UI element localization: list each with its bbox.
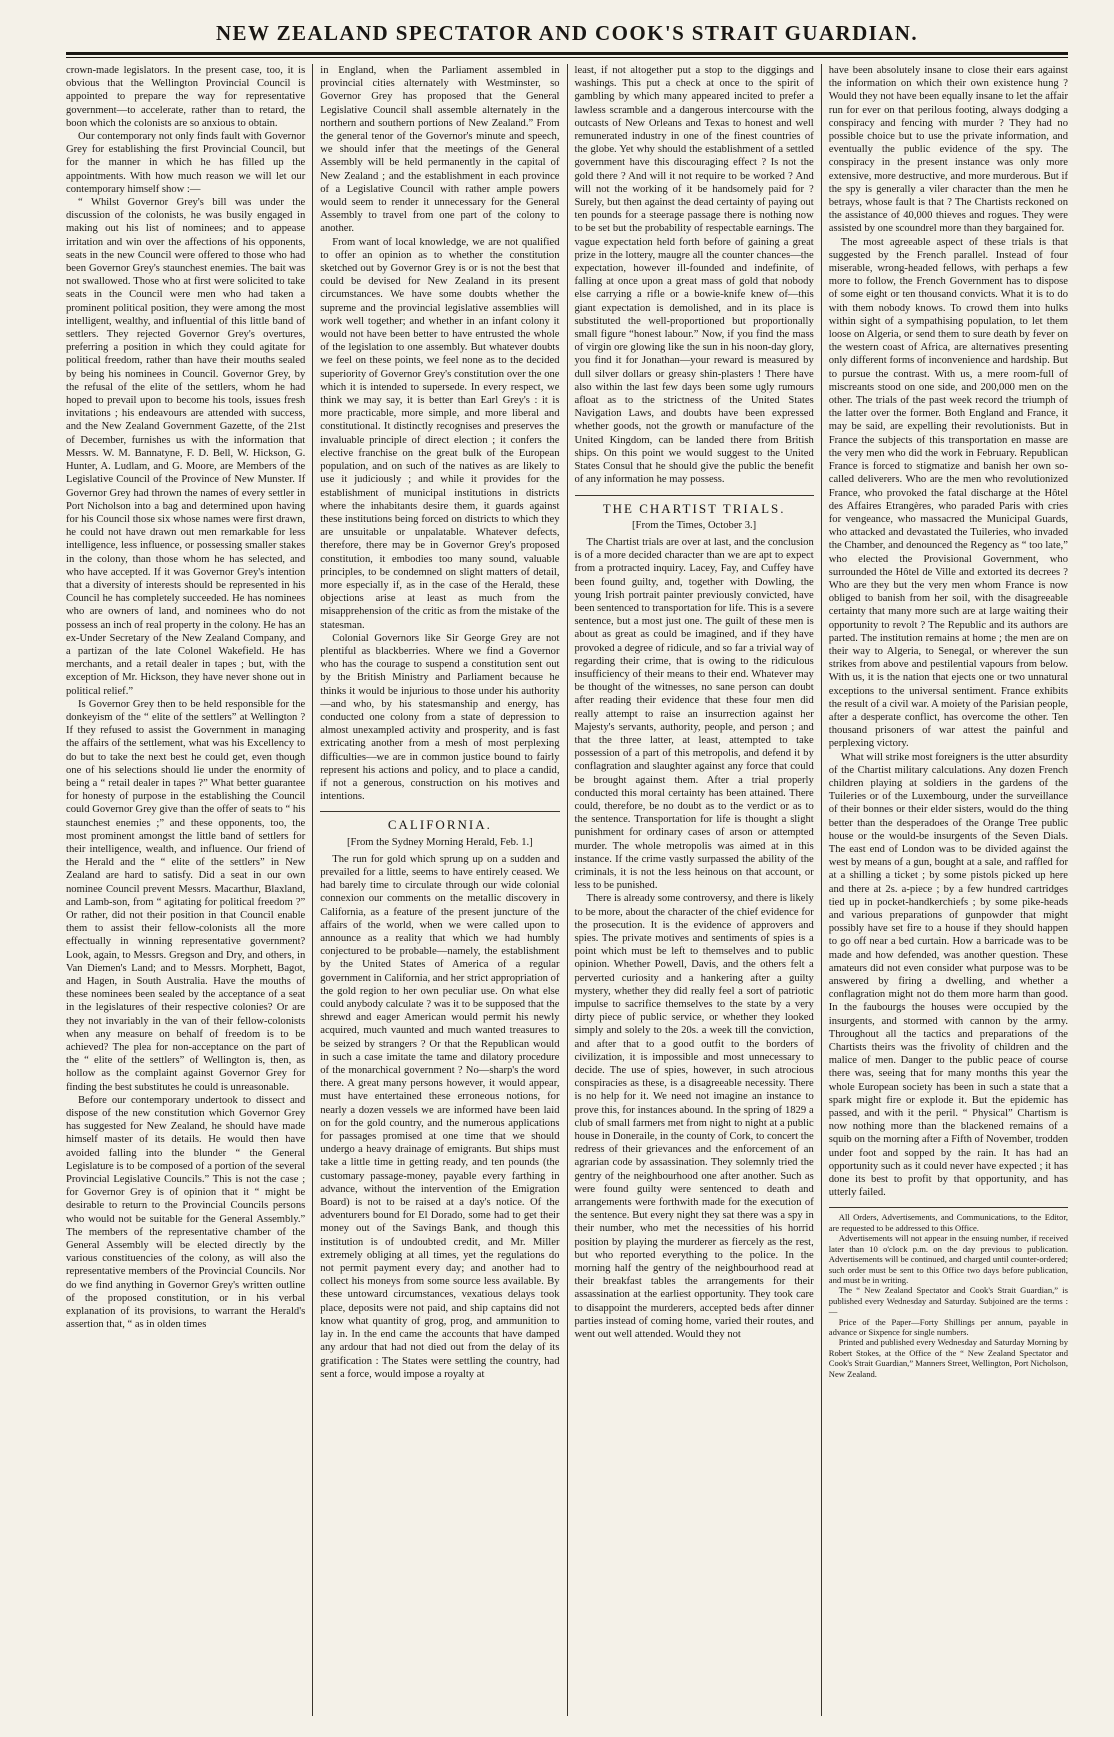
paragraph: crown-made legislators. In the present case, too, it is obvious that the Wellington Provincial Council is appointed to prepare the way for representative government—to accelerate, rather than to retard, the boon which the colonists are so anxious to obtain.	[66, 65, 306, 129]
column-container	[66, 64, 1068, 1716]
notice-line: Advertisements will not appear in the ensuing number, if received later than 10 o'clock p.m. on the day previous to publication. Advertisements will be continued, and charged until counter-ordered; such order must be sent to this Office two days before publication, and must be in writing.	[828, 1233, 1068, 1285]
paragraph: in England, when the Parliament assembled in provincial cities alternately with Westminster, so Governor Grey has proposed that the General Legislative Council shall assemble alternately in the northern and southern portions of New Zealand.” From the general tenor of the Governor's minute and speech, we should infer that the meetings of the General Assembly will be held permanently in the capital of New Zealand ; and the establishment in each province of a Legislative Council with rather ample powers would seem to render it unnecessary for the General Assembly to travel from one part of the colony to another.	[320, 65, 560, 235]
paragraph: From want of local knowledge, we are not qualified to offer an opinion as to whether the constitution sketched out by Governor Grey is or is not the best that could be devised for New Zealand in its present circumstances. We have some doubts whether the supreme and the provincial legislative assemblies will work well together; and whether in an infant colony it would not have been better to have entrusted the whole of the legislation to one assembly. But whatever doubts we feel on these points, we feel none as to the decided superiority of Governor Grey's constitution over the one which it is intended to supersede. In every respect, we think we may say, it is better than Earl Grey's : it is more practicable, more simple, and more liberal and constitutional. It distinctly recognises and preserves the invaluable principle of direct election ; it confers the elective franchise on the great bulk of the European population, and on such of the natives as are likely to use it judiciously ; and while it provides for the establishment of municipal institutions in districts where the inhabitants desire them, it guards against these institutions being forced on districts to which they are unsuitable or unpalatable. Whatever defects, therefore, there may be in Governor Grey's proposed constitution, it embodies too many sound, valuable principles, to be condemned on slight matters of detail, more especially if, as in the case of the Herald, these objections arise at least as much from the misapprehension of the critic as from the mistake of the statesman.	[320, 236, 560, 631]
publication-notice	[829, 1207, 1068, 1379]
section-heading-california: CALIFORNIA.	[320, 811, 559, 831]
paragraph: have been absolutely insane to close their ears against the information on which their own existence hung ? Would they not have been equally insane to let the affair run for ever on that perilous footing, always dodging a conspiracy and fencing with murder ? They had no possible choice but to use the private information, and eventually the public evidence of the spy. The conspiracy in the present instance was only more extensive, more destructive, and more murderous. But if the spy is generally a viler character than the men he betrays, whose fault is that ? The Chartists reckoned on the assistance of 40,000 thieves and rogues. They were assisted by one scoundrel more than they bargained for.	[828, 65, 1068, 235]
paragraph: Before our contemporary undertook to dissect and dispose of the new constitution which Governor Grey has suggested for New Zealand, he should have made himself master of its details. He would then have avoided falling into the blunder “ the General Legislature is to be composed of a portion of the several Provincial Legislative Councils.” This is not the case ; for Governor Grey is of opinion that it “ might be desirable to return to the Provincial Councils persons who would not be suitable for the General Assembly.” The members of the representative chamber of the General Assembly will be elected directly by the various constituencies of the colony, as will also the representative members of the Provincial Councils. Nor do we find anything in Governor Grey's written outline of the proposed constitution, or in his verbal explanation of its provisions, to warrant the Herald's assertion that, “ as in olden times	[66, 1094, 306, 1331]
masthead-title: NEW ZEALAND SPECTATOR AND COOK'S STRAIT GUARDIAN.	[215, 21, 919, 45]
paragraph: Colonial Governors like Sir George Grey are not plentiful as blackberries. Where we find a Governor who has the courage to suspend a constitution sent out by the British Ministry and Parliament because he thinks it would be injurious to those under his authority—and who, by his statesmanship and energy, has conducted one colony from a state of depression to almost unexampled activity and prosperity, and is fast extricating another from a mesh of most perplexing difficulties—we are in common justice bound to fairly represent his actions and policy, and to place a candid, if not a generous, construction on his motives and intentions.	[320, 632, 560, 803]
section-source: [From the Times, October 3.]	[632, 519, 757, 531]
paragraph: The Chartist trials are over at last, and the conclusion is of a more decided character than we are apt to expect from a protracted inquiry. Lacey, Fay, and Cuffey have been found guilty, and, together with Dowling, the young Irish portrait painter previously convicted, have been sentenced to transportation for life. This is a severe sentence, but a most just one. The guilt of these men is about as great as could be imagined, and if they have provoked a degree of ridicule, and so far a trivial way of regarding their crime, that is owing to the ridiculous insufficiency of their means to their end. Whatever may be thought of the witnesses, no sane person can doubt after reading their evidence that these four men did really attempt to raise an insurrection against her Majesty's servants, authority, people, and person ; and that the three latter, at least, attempted to take possession of a part of this metropolis, and defend it by conflagration and slaughter against any force that could be brought against them. After a trial properly conducted this moral certainty has been attained. There could, therefore, be no doubt as to the verdict or as to the sentence. Transportation for life is thought a slight punishment for ordinary cases of arson or attempted murder. The whole metropolis was aimed at in this instance. If the crime vastly surpassed the ability of the criminals, it is not the less heinous on that account, or less to be punished.	[574, 536, 814, 892]
notice-line: All Orders, Advertisements, and Communications, to the Editor, are requested to be addressed to this Office.	[828, 1212, 1068, 1233]
column-3	[567, 64, 821, 1716]
column-1	[66, 64, 312, 1716]
masthead-rule-thin	[66, 57, 1068, 58]
section-heading-chartist-trials: THE CHARTIST TRIALS.	[575, 495, 814, 515]
paragraph: The most agreeable aspect of these trials is that suggested by the French parallel. Instead of four miserable, wrong-headed fellows, with perhaps a few more to follow, the French Government has to dispose of some eight or ten thousand convicts. What it is to do with them nobody knows. To crowd them into hulks within sight of a sympathising population, to let them loose on Algeria, or send them to sure death by fever on the western coast of Africa, are alternatives presenting only different forms of inconvenience and hardship. But to pursue the contrast. With us, a mere room-full of miscreants stood on one side, and 200,000 men on the other. The trials of the past week record the triumph of the latter over the former. Both England and France, it may be said, are expelling their revolutionists. But in France the subjects of this transportation en masse are the very men who did the work in February. Republican France is forced to stigmatize and banish her own so-called deliverers. Who are the men who revolutionized France, who provoked the fatal discharge at the Hôtel des Affaires Etrangères, who paraded Paris with cries for vengeance, who massacred the Municipal Guards, who attacked and devastated the Tuileries, who invaded the Chamber, and denounced the Regency as “ too late,” who elected the Provisional Government, who surrounded the Hôtel de Ville and extorted its decrees ? Who are they but the very men whom France is now obliged to banish from her soil, with the disagreeable certainty that many more such are at large waiting their opportunity to revolt ? The Republic and its authors are parted. The institution remains at home ; the men are on their way to Algeria, to Senegal, or wherever the sun strikes from above and pestilential vapours from below. With us, it is the nation that ejects one or two unnatural exceptions to the universal sentiment. France exhibits the result of a civil war. A moiety of the Parisian people, after a desperate conflict, has overcome the other. Ten thousand prisoners of war attest the painful and perplexing victory.	[828, 236, 1068, 750]
notice-line: Price of the Paper—Forty Shillings per annum, payable in advance or Sixpence for single numbers.	[828, 1316, 1068, 1337]
section-source: [From the Sydney Morning Herald, Feb. 1.]	[347, 836, 533, 848]
column-2	[312, 64, 566, 1716]
notice-line: The “ New Zealand Spectator and Cook's Strait Guardian,” is published every Wednesday and Saturday. Subjoined are the terms :—	[828, 1285, 1068, 1317]
paragraph: There is already some controversy, and there is likely to be more, about the character of the chief evidence for the prosecution. It is the evidence of approvers and spies. The private motives and sentiments of spies is a point which must be left to themselves and to public opinion. Whether Powell, Davis, and the others felt a perverted curiosity and a hankering after a guilty mystery, whether they did really feel a sort of patriotic impulse to sacrifice themselves to the state by a very dirty piece of public service, or whether they looked simply and solely to the 20s. a week till the conviction, and after that to a good outfit to the borders of civilization, it is impossible and most unnecessary to decide. The use of spies, however, in such atrocious conspiracies as these, is a disagreeable necessity. There is no help for it. We need not imagine an instance to prove this, for instances abound. In the spring of 1829 a club of small farmers met from night to night at a public house in Doneraile, in the county of Cork, to concert the redress of their grievances and the enforcement of an agrarian code by assassination. They solemnly tried the gentry of the neighbourhood one after another. Such as were found guilty were sentenced to death and arrangements were forthwith made for the execution of the sentence. But every night they sat there was a spy in their number, who met the necessities of his horrid position by playing the murderer as fiercely as the rest, but who reported everything to the police. In the morning half the gentry of the neighbourhood read at their breakfast tables the arrangements for their assassination at the earliest opportunity. They took care to disappoint the murderers, accepted beds after dinner parties instead of coming home, varied their routes, and went out well attended. Would they not	[574, 893, 814, 1341]
masthead-rule	[66, 52, 1068, 55]
paragraph: What will strike most foreigners is the utter absurdity of the Chartist military calculations. Any dozen French children playing at soldiers in the gardens of the Tuileries or of the Luxembourg, under the surveillance of their bonnes or their elder sisters, would do the thing better than the desperadoes of the Orange Tree public house or the would-be insurgents of the Seven Dials. The east end of London was to be divided against the west by means of a gun, bought at a sale, and raffled for at a shilling a ticket ; by some pistols picked up here and there at 2s. a-piece ; by a few hundred cartridges tied up in pocket-handkerchiefs ; by some pike-heads and various preparations of gunpowder that might possibly have set fire to a house if they should happen to go off near a bed curtain. How a barricade was to be made and how defended, was another question. These amateurs did not even consider what purpose was to be answered by firing a dwelling, and whether a conflagration might not do them more harm than good. In the faubourgs the houses were occupied by the insurgents, and stormed with cannon by the army. Throughout all the tactics and preparations of the Chartists theirs was the frivolity of children and the malice of men. Danger to the public peace of course there was, seeing that for many months this year the whole European society has been in such a state that a spark might fire or explode it. But the epidemic has passed, and with it the peril. “ Physical” Chartism is now nothing more than the blackened remains of a squib on the morning after a Fifth of November, trodden under foot and sopped by the rain. It has had an opportunity such as it could never have expected ; it has done its best to profit by that opportunity, and has utterly failed.	[828, 751, 1068, 1199]
paragraph: least, if not altogether put a stop to the diggings and washings. This put a check at once to the spirit of gambling by which many appeared incited to prefer a lawless scramble and a dangerous intercourse with the outcasts of New Orleans and Texas to honest and well remunerated industry in one of the finest countries of the globe. Yet why should the establishment of a settled government have this discouraging effect ? Is not the gold there ? And will it not require to be worked ? And will not the working of it be handsomely paid for ? Surely, but then against the dead certainty of paying out ten pounds for a steerage passage there is nothing now to be set but the probability of respectable earnings. The vague expectation held forth before of gaining a great prize in the lottery, maugre all the counter chances—the expectation, however ill-founded and indefinite, of falling at once upon a great mass of gold that nobody else carrying a rifle or a bowie-knife knew of—this giant expectation is demolished, and in its place is substituted the well-proportioned but proportionally small figure “honest labour.” Now, if you find the mass of virgin ore glowing like the sun in his noon-day glory, you find it for Jonathan—your reward is measured by dull silver dollars or greasy shin-plasters ! There have also within the last few days been some ugly rumours afloat as to the strictness of the United States Navigation Laws, and doubts have been expressed whether goods, not the growth or manufacture of the United Kingdom, can be landed there from British ships. On this point we would suggest to the United States Consul that he should give the public the benefit of any information he may possess.	[574, 65, 814, 486]
notice-line: Printed and published every Wednesday and Saturday Morning by Robert Stokes, at the Office of the “ New Zealand Spectator and Cook's Strait Guardian,” Manners Street, Wellington, Port Nicholson, New Zealand.	[828, 1337, 1068, 1379]
paragraph: Is Governor Grey then to be held responsible for the donkeyism of the “ elite of the settlers” at Wellington ? If they refused to assist the Government in managing the affairs of the settlement, what was his Excellency to do but to take the next best he could get, even though one of his selections should lie under the enormity of being a “ retail dealer in tapes ?” What better guarantee for honesty of purpose in the establishing the Council could Governor Grey give than the offer of seats to “ his staunchest enemies ;” and these opponents, too, the most prominent amongst the little band of settlers for their intelligence, wealth, and influence. Our friend of the Herald and the “ elite of the settlers” in New Zealand are hard to satisfy. Did a seat in our own nominee Council prevent Messrs. Macarthur, Blaxland, and Lamb-son, from “ agitating for political freedom ?” Or rather, did not their position in that Council enable them to assist their fellow-colonists all the more effectually in winning representative government? Look, again, to Messrs. Gregson and Dry, and others, in Van Diemen's Land; and to Messrs. Morphett, Bagot, and Hagen, in South Australia. Have the mouths of these nominees been sealed by the acceptance of a seat in the legislatures of their respective colonies? Or are they not invariably in the van of their fellow-colonists when any measure on behalf of freedom is to be achieved? The plea for non-acceptance on the part of the “ elite of the settlers” of Wellington is, then, as hollow as the complaint against Governor Grey for finding the best substitutes he could is unreasonable.	[66, 698, 306, 1093]
column-4	[821, 64, 1068, 1716]
paragraph: Our contemporary not only finds fault with Governor Grey for establishing the first Provincial Council, but for the manner in which he has filled up the appointments. With how much reason we will let our contemporary himself show :—	[66, 131, 306, 195]
paragraph: The run for gold which sprung up on a sudden and prevailed for a little, seems to have entirely ceased. We had barely time to circulate through our wide colonial connexion our comments on the metallic discovery in California, as a feature of the present juncture of the affairs of the world, when we were called upon to announce as a reality that which we had humbly conjectured to be probable—namely, the establishment by the United States of America of a regular government in California, and her strict appropriation of the gold region to her own peculiar use. On what else could anybody calculate ? was it to be supposed that the shrewd and eager American would permit his newly acquired, much vaunted and much wanted treasures to be seized by strangers ? Or that the Republican would in such a case imitate the tame and dilatory procedure of the monarchical government ? No—sharp's the word there. A great many persons however, it would appear, must have entertained these erroneous notions, for nearly a dozen vessels we are informed have been laid on for the gold country, and the numerous applications for passages promised at one time that we should undergo a heavy drainage of emigrants. But ships must take a little time in getting ready, and ten pounds (the customary passage-money, payable every farthing in advance, without the intervention of the Emigration Board) is not to be raised at a day's notice. Of the adventurers bound for El Dorado, some had to get their money out of the Savings Bank, and though this institution is of undoubted credit, and Mr. Miller extremely obliging at all times, yet the regulations do not permit payment every day; and another had to collect his moneys from some source less available. By these untoward circumstances, vexatious delays took place, deposits were not paid, and ship captains did not know what quantity of grog, prog, and ammunition to lay in. In the end came the accounts that have damped any ardour that had not died out from the delay of its gratification : The States were settling the country, had sent a force, would impose a royalty at	[320, 853, 560, 1380]
quoted-paragraph: “ Whilst Governor Grey's bill was under the discussion of the colonists, he was busily engaged in making out his list of nominees; and to appease irritation and win over the affections of his opponents, seats in the new Council were offered to those who had been Governor Grey's staunchest enemies. The bait was not swallowed. Those who at first were solicited to take seats in the Council were men who had taken a prominent political position, they were among the most intelligent, wealthy, and influential of this little band of settlers. They rejected Governor Grey's overtures, preferring a position in which they could agitate for political freedom, rather than have their mouths sealed by being his nominees in Council. Governor Grey, by the refusal of the elite of the settlers, whom he had hoped to prevail upon to become his tools, issues fresh invitations ; his endeavours are attended with success, and the New Zealand Government Gazette, of the 21st of December, furnishes us with the information that Messrs. W. M. Bannatyne, F. D. Bell, W. Hickson, G. Hunter, A. Ludlam, and G. Moore, are Members of the Legislative Council of the Province of New Munster. If Governor Grey had thrown the names of every settler in Port Nicholson into a bag and determined upon having for his Council those six whose names were first drawn, he could not have drawn out men remarkable for less intelligence, less influence, or possessing smaller stakes in the colony, than those whom he has selected, and who have accepted. If it was Governor Grey's intention that a diversity of interests should be represented in his Council he has completely succeeded. He has nominees who are owners of land, and nominees who do not possess an inch of real property in the colony. He has an ex-Under Secretary of the New Zealand Company, and a partizan of the late Colonel Wakefield. He has merchants, and a retail dealer in tapes ; but, with the exception of Mr. Hickson, they have never shone out in political relief.”	[66, 197, 306, 697]
